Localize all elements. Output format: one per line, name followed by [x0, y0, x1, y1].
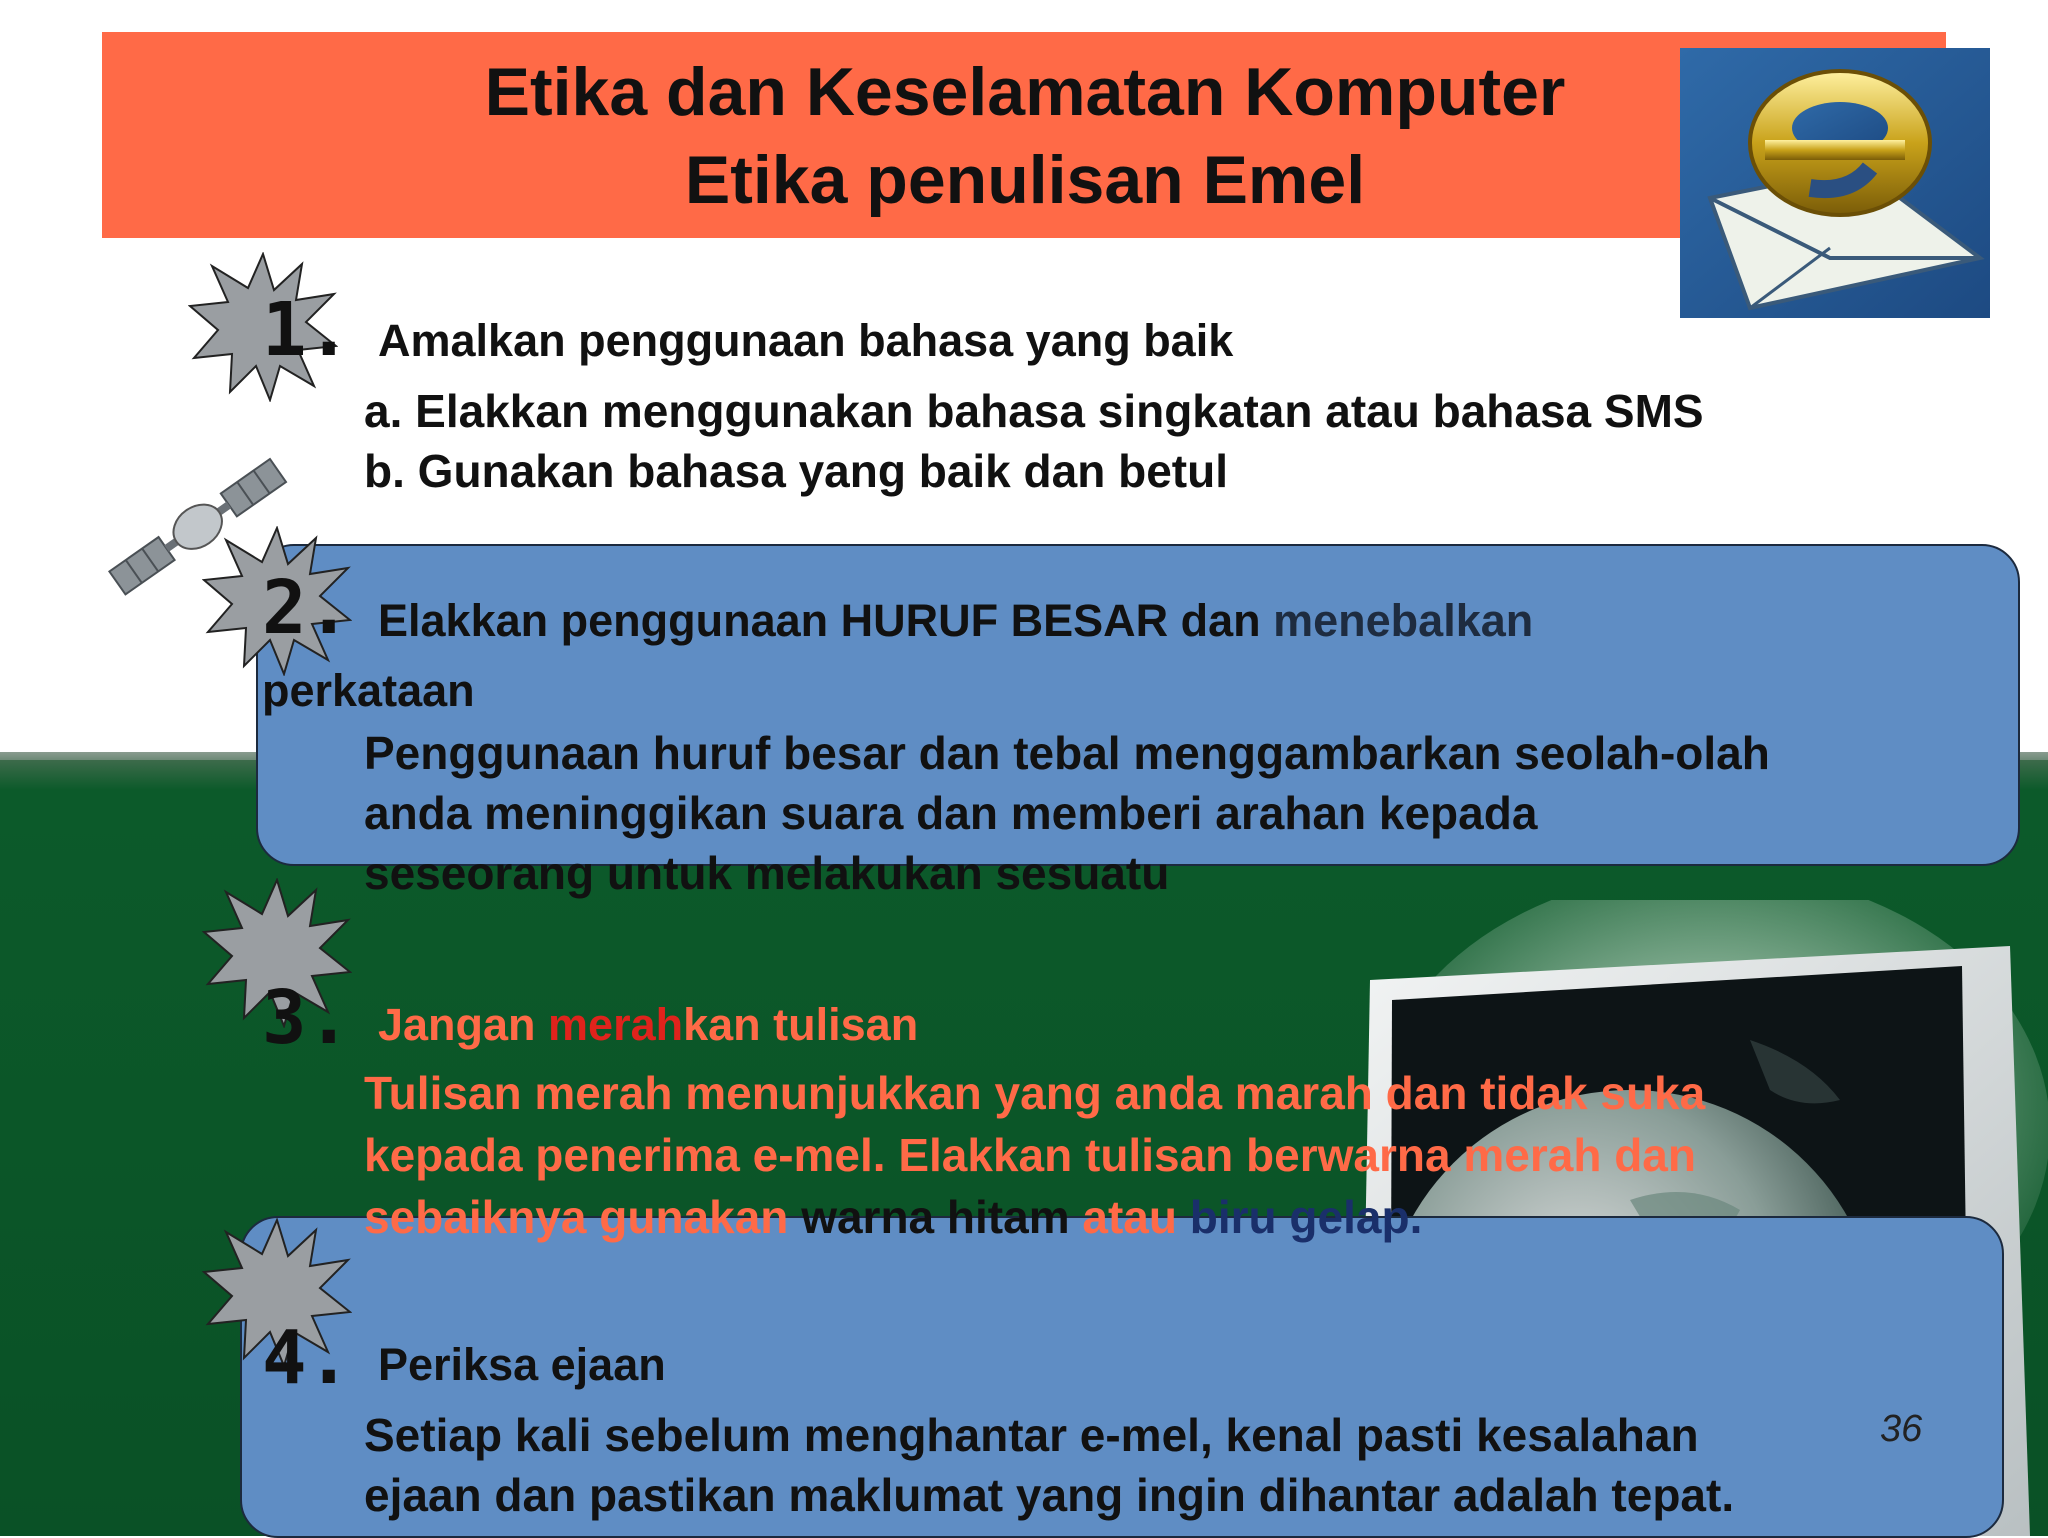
item-1-number: 1.: [262, 287, 352, 373]
item-4-line-2: ejaan dan pastikan maklumat yang ingin dihantar adalah tepat.: [364, 1469, 1735, 1521]
item-3-line-3: [364, 1186, 1422, 1248]
item-3-heading-part-3: kan tulisan: [683, 999, 919, 1050]
item-2-heading-continuation: perkataan: [262, 665, 475, 716]
item-3-line-2: kepada penerima e-mel. Elakkan tulisan berwarna merah dan: [364, 1129, 1696, 1181]
item-1-heading: Amalkan penggunaan bahasa yang baik: [378, 315, 1234, 366]
item-2-heading-part-1: Elakkan penggunaan HURUF BESAR dan: [378, 595, 1274, 646]
item-4-number: 4.: [262, 1315, 352, 1401]
item-3-heading-part-1: Jangan: [378, 999, 549, 1050]
item-3-heading-red-word: merah: [548, 999, 684, 1050]
item-2-number: 2.: [262, 565, 352, 651]
item-2-heading-emphasis: menebalkan: [1273, 595, 1534, 646]
item-2-line-3: seseorang untuk melakukan sesuatu: [364, 847, 1170, 899]
item-2-heading: [378, 590, 1533, 652]
title-line-2: Etika penulisan Emel: [684, 142, 1366, 218]
item-4-heading: Periksa ejaan: [378, 1339, 666, 1390]
item-3-line-3-part-c: atau: [1082, 1191, 1190, 1243]
item-1-line-b: b. Gunakan bahasa yang baik dan betul: [364, 445, 1228, 497]
page-number: 36: [1880, 1408, 1923, 1450]
item-2-line-2: anda meninggikan suara dan memberi arahan kepada: [364, 787, 1538, 839]
item-3-line-3-part-b: warna hitam: [801, 1191, 1083, 1243]
item-3-line-3-part-d: biru gelap.: [1189, 1191, 1423, 1243]
item-3-line-3-part-a: sebaiknya gunakan: [364, 1191, 802, 1243]
item-3-line-1: Tulisan merah menunjukkan yang anda marah dan tidak suka: [364, 1067, 1706, 1119]
email-e-logo-icon: [1680, 48, 1990, 318]
item-3-heading: [378, 994, 918, 1056]
title-line-1: Etika dan Keselamatan Komputer: [484, 54, 1566, 130]
item-4-line-1: Setiap kali sebelum menghantar e-mel, kenal pasti kesalahan: [364, 1409, 1699, 1461]
item-3-number: 3.: [262, 975, 352, 1061]
item-1-line-a: a. Elakkan menggunakan bahasa singkatan atau bahasa SMS: [364, 385, 1704, 437]
page-title: [300, 48, 1750, 224]
item-2-line-1: Penggunaan huruf besar dan tebal menggambarkan seolah-olah: [364, 727, 1770, 779]
